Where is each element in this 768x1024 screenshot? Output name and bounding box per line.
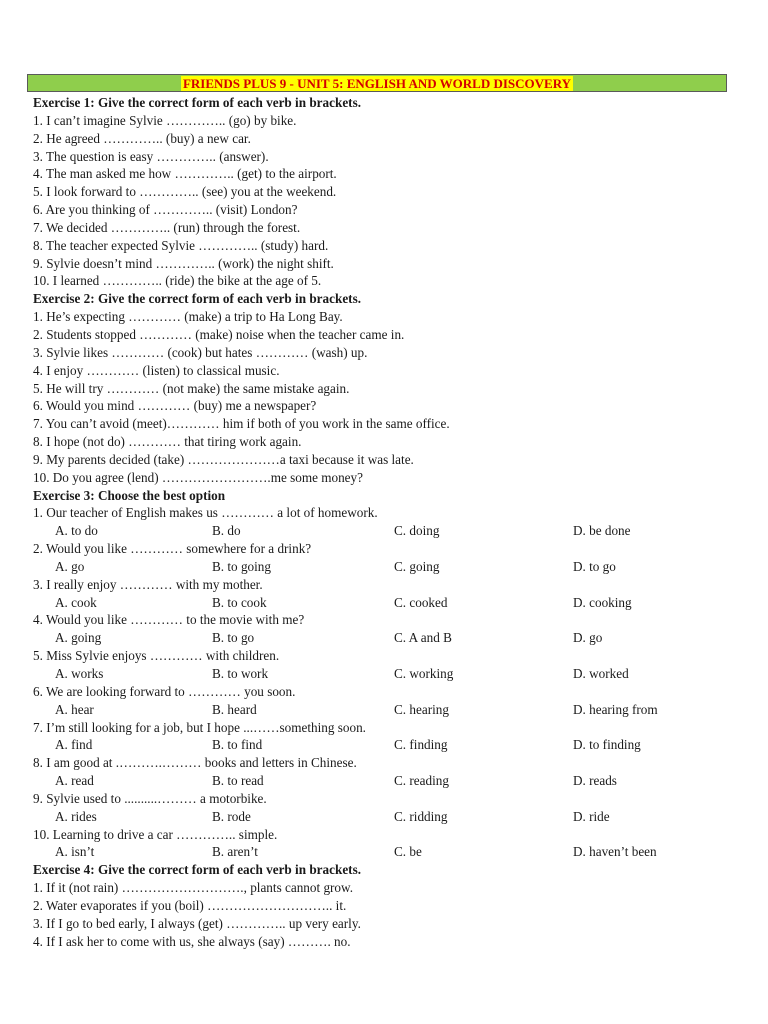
exercise-3-question: 2. Would you like ………… somewhere for a drink? <box>33 541 312 557</box>
answer-options <box>33 629 733 647</box>
option-c: C. cooked <box>394 594 448 610</box>
option-b: B. rode <box>212 808 251 824</box>
worksheet-title: FRIENDS PLUS 9 - UNIT 5: ENGLISH AND WORLD DISCOVERY <box>182 75 572 91</box>
option-d: D. worked <box>573 666 629 681</box>
exercise-1-item: 8. The teacher expected Sylvie ………….. (study) hard. <box>33 237 329 253</box>
option-a: A. cook <box>55 594 97 610</box>
exercise-2-item: 3. Sylvie likes ………… (cook) but hates ………… (wash) up. <box>33 344 368 360</box>
exercise-2-item: 2. Students stopped ………… (make) noise when the teacher came in. <box>33 326 405 342</box>
exercise-1-item: 6. Are you thinking of ………….. (visit) London? <box>33 202 298 218</box>
option-a: A. works <box>55 666 104 681</box>
exercise-2-heading: Exercise 2: Give the correct form of each verb in brackets. <box>33 291 361 307</box>
option-c: C. ridding <box>394 808 448 824</box>
exercise-3-question: 1. Our teacher of English makes us ………… a lot of homework. <box>33 505 378 521</box>
exercise-4-item: 2. Water evaporates if you (boil) ……………………….. it. <box>33 897 347 913</box>
answer-options <box>33 772 733 790</box>
exercise-3-question: 3. I really enjoy ………… with my mother. <box>33 576 263 592</box>
option-d: D. be done <box>573 523 631 539</box>
option-b: B. to find <box>212 737 263 753</box>
exercise-3-heading: Exercise 3: Choose the best option <box>33 487 226 503</box>
option-c: C. be <box>394 844 422 860</box>
option-a: A. read <box>55 773 94 789</box>
answer-options <box>33 701 733 719</box>
option-b: B. aren’t <box>212 844 258 860</box>
exercise-3-question: 6. We are looking forward to ………… you soon. <box>33 683 296 699</box>
option-c: C. going <box>394 558 440 574</box>
option-d: D. ride <box>573 808 610 824</box>
exercise-3-question: 7. I’m still looking for a job, but I hope ...……something soon. <box>33 719 366 735</box>
option-a: A. hear <box>55 701 94 717</box>
exercise-2-item: 4. I enjoy ………… (listen) to classical music. <box>33 362 280 378</box>
option-b: B. heard <box>212 701 257 717</box>
exercise-2-item: 8. I hope (not do) ………… that tiring work again. <box>33 434 302 450</box>
option-c: C. doing <box>394 523 440 539</box>
option-a: A. isn’t <box>55 844 95 860</box>
option-d: D. reads <box>573 773 617 789</box>
option-c: C. A and B <box>394 630 452 646</box>
option-b: B. to go <box>212 630 255 646</box>
option-b: B. do <box>212 523 241 539</box>
option-d: D. cooking <box>573 594 632 610</box>
exercise-3-question: 9. Sylvie used to ..........……… a motorbike. <box>33 790 267 806</box>
option-a: A. go <box>55 558 85 574</box>
option-d: D. haven’t been <box>573 844 657 860</box>
exercise-3-question: 4. Would you like ………… to the movie with me? <box>33 612 305 628</box>
answer-options <box>33 736 733 754</box>
option-d: D. to go <box>573 558 616 574</box>
exercise-1-item: 5. I look forward to ………….. (see) you at the weekend. <box>33 184 337 200</box>
answer-options <box>33 594 733 612</box>
option-c: C. working <box>394 666 454 681</box>
exercise-1-heading: Exercise 1: Give the correct form of each verb in brackets. <box>33 95 361 110</box>
exercise-1-item: 9. Sylvie doesn’t mind ………….. (work) the night shift. <box>33 255 334 271</box>
exercise-1-item: 2. He agreed ………….. (buy) a new car. <box>33 130 251 146</box>
answer-options <box>33 558 733 576</box>
exercise-2-item: 5. He will try ………… (not make) the same mistake again. <box>33 380 350 396</box>
option-b: B. to going <box>212 558 271 574</box>
option-c: C. hearing <box>394 701 449 717</box>
option-d: D. go <box>573 630 603 646</box>
option-b: B. to cook <box>212 594 267 610</box>
answer-options <box>33 665 733 683</box>
exercise-2-item: 1. He’s expecting ………… (make) a trip to Ha Long Bay. <box>33 309 343 325</box>
exercise-3-question: 10. Learning to drive a car ………….. simple. <box>33 826 278 842</box>
exercise-2-item: 9. My parents decided (take) …………………a taxi because it was late. <box>33 451 414 467</box>
option-d: D. to finding <box>573 737 641 753</box>
option-d: D. hearing from <box>573 701 658 717</box>
option-c: C. finding <box>394 737 448 753</box>
option-c: C. reading <box>394 773 449 789</box>
exercise-1-item: 7. We decided ………….. (run) through the forest. <box>33 219 301 235</box>
exercise-1-item: 1. I can’t imagine Sylvie ………….. (go) by bike. <box>33 112 297 128</box>
answer-options <box>33 522 733 540</box>
exercise-1-item: 10. I learned ………….. (ride) the bike at the age of 5. <box>33 273 322 289</box>
option-b: B. to work <box>212 666 269 681</box>
exercise-3-question: 8. I am good at .……….……… books and letters in Chinese. <box>33 755 357 771</box>
exercise-4-item: 3. If I go to bed early, I always (get) ………….. up very early. <box>33 915 361 931</box>
option-a: A. find <box>55 737 93 753</box>
option-a: A. rides <box>55 808 97 824</box>
exercise-2-item: 7. You can’t avoid (meet)………… him if both of you work in the same office. <box>33 416 450 432</box>
answer-options <box>33 808 733 826</box>
exercise-4-heading: Exercise 4: Give the correct form of each verb in brackets. <box>33 862 361 878</box>
worksheet-content <box>33 94 733 951</box>
answer-options <box>33 843 733 861</box>
exercise-2-item: 10. Do you agree (lend) …………………….me some money? <box>33 469 363 485</box>
exercise-3-question: 5. Miss Sylvie enjoys ………… with children. <box>33 648 280 664</box>
exercise-1-item: 4. The man asked me how ………….. (get) to the airport. <box>33 166 337 182</box>
exercise-4-item: 1. If it (not rain) ………………………., plants cannot grow. <box>33 880 353 896</box>
exercise-4-item: 4. If I ask her to come with us, she always (say) ………. no. <box>33 933 351 949</box>
option-a: A. going <box>55 630 102 646</box>
exercise-1-item: 3. The question is easy ………….. (answer). <box>33 148 269 164</box>
title-bar <box>27 74 727 92</box>
option-b: B. to read <box>212 773 264 789</box>
exercise-2-item: 6. Would you mind ………… (buy) me a newspaper? <box>33 398 317 414</box>
option-a: A. to do <box>55 523 98 539</box>
